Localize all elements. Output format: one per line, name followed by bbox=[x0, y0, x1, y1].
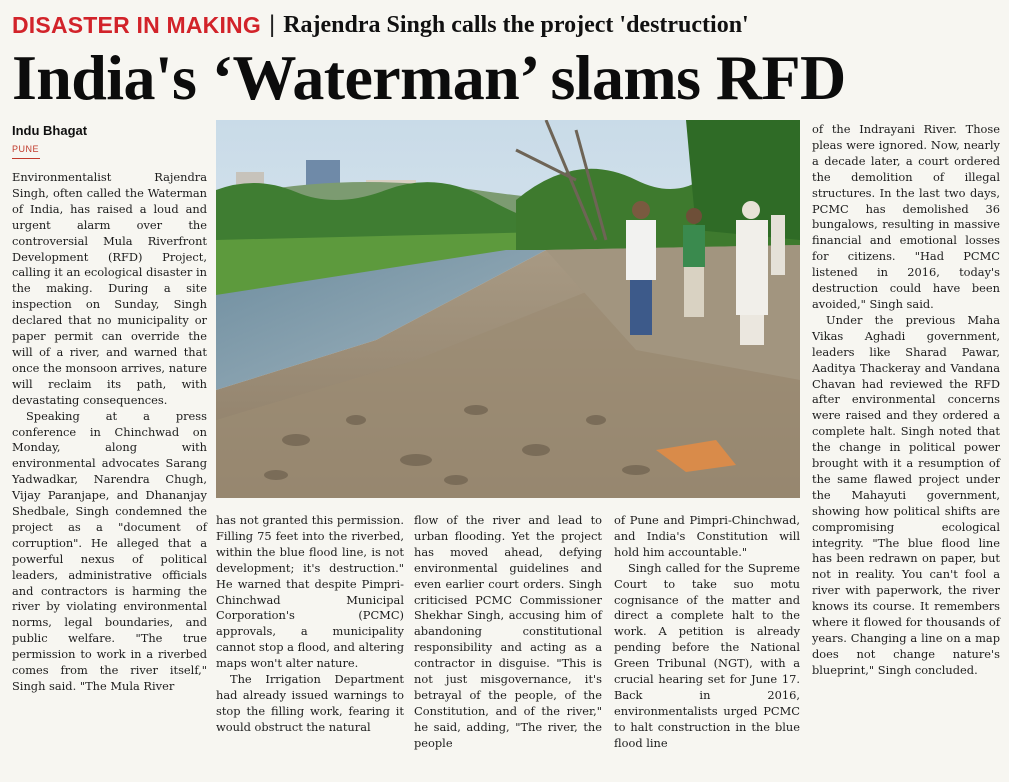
dateline-rule bbox=[12, 158, 40, 159]
riverfront-photo bbox=[216, 120, 800, 498]
article-column-4 bbox=[614, 513, 800, 782]
article-column-1 bbox=[12, 170, 207, 782]
byline: Indu Bhagat bbox=[12, 123, 88, 138]
article-column-5 bbox=[812, 122, 1000, 782]
paragraph: The Irrigation Department had already issued warnings to stop the filling work, fearing it would obstruct the natural bbox=[216, 672, 404, 734]
kicker-label: DISASTER IN MAKING bbox=[12, 11, 261, 38]
paragraph: of Pune and Pimpri-Chinchwad, and India's Constitution will hold him accountable." bbox=[614, 513, 800, 559]
kicker-subtitle: Rajendra Singh calls the project 'destruction' bbox=[283, 11, 749, 38]
paragraph: Speaking at a press conference in Chinchwad on Monday, along with environmental advocates Sarang Yadwadkar, Narendra Chugh, Vijay Paranjape, and Dhananjay Shedbale, Singh condemned the project as a "document of corruption". He alleged that a powerful nexus of political leaders, administrative officials and contractors is harming the river by violating environmental norms, legal boundaries, and public welfare. "The true permission to work in a riverbed comes from the river itself," Singh said. "The Mula River bbox=[12, 408, 207, 693]
article-column-2 bbox=[216, 513, 404, 782]
dateline: PUNE bbox=[12, 144, 40, 154]
article-column-3 bbox=[414, 513, 602, 782]
paragraph: Under the previous Maha Vikas Aghadi government, leaders like Sharad Pawar, Aaditya Thackeray and Vandana Chavan had reviewed the RFD after environmental concerns were raised and they ordered a complete halt. Singh noted that the change in political power brought with it a resumption of the same flawed project under the Mahayuti government, showing how political shifts are compromising ecological integrity. "The blue flood line has been redrawn on paper, but not in reality. You can't fool a river with paperwork, the river knows its course. It remembers where it flowed for thousands of years. Changing a line on a map does not change nature's blueprint," Singh concluded. bbox=[812, 312, 1000, 677]
paragraph: of the Indrayani River. Those pleas were ignored. Now, nearly a decade later, a court ordered the demolition of illegal structures. In the last two days, PCMC has demolished 36 bungalows, resulting in massive financial and emotional losses for citizens. "Had PCMC listened in 2016, today's destruction could have been avoided," Singh said. bbox=[812, 122, 1000, 311]
paragraph: flow of the river and lead to urban flooding. Yet the project has moved ahead, defying environmental guidelines and even earlier court orders. Singh criticised PCMC Commissioner Shekhar Singh, accusing him of abandoning constitutional responsibility and acting as a contractor in disguise. "This is not just misgovernance, it's betrayal of the people, of the Constitution, and of the river," he said, adding, "The river, the people bbox=[414, 513, 602, 750]
headline: India's ‘Waterman’ slams RFD bbox=[12, 42, 846, 113]
kicker-separator: | bbox=[268, 11, 276, 38]
paragraph: Environmentalist Rajendra Singh, often called the Waterman of India, has raised a loud and urgent alarm over the controversial Mula Riverfront Development (RFD) Project, calling it an ecological disaster in the making. During a site inspection on Sunday, Singh declared that no municipality or paper permit can override the will of a river, and warned that once the monsoon arrives, nature will reclaim its path, with devastating consequences. bbox=[12, 170, 207, 407]
paragraph: Singh called for the Supreme Court to take suo motu cognisance of the matter and direct a complete halt to the work. A petition is already pending before the National Green Tribunal (NGT), with a crucial hearing set for June 17. Back in 2016, environmentalists urged PCMC to halt construction in the blue flood line bbox=[614, 560, 800, 750]
paragraph: has not granted this permission. Filling 75 feet into the riverbed, within the blue flood line, is not development; it's destruction." He warned that despite Pimpri-Chinchwad Municipal Corporation's (PCMC) approvals, a municipality cannot stop a flood, and altering maps won't alter nature. bbox=[216, 513, 404, 671]
kicker bbox=[12, 8, 749, 42]
